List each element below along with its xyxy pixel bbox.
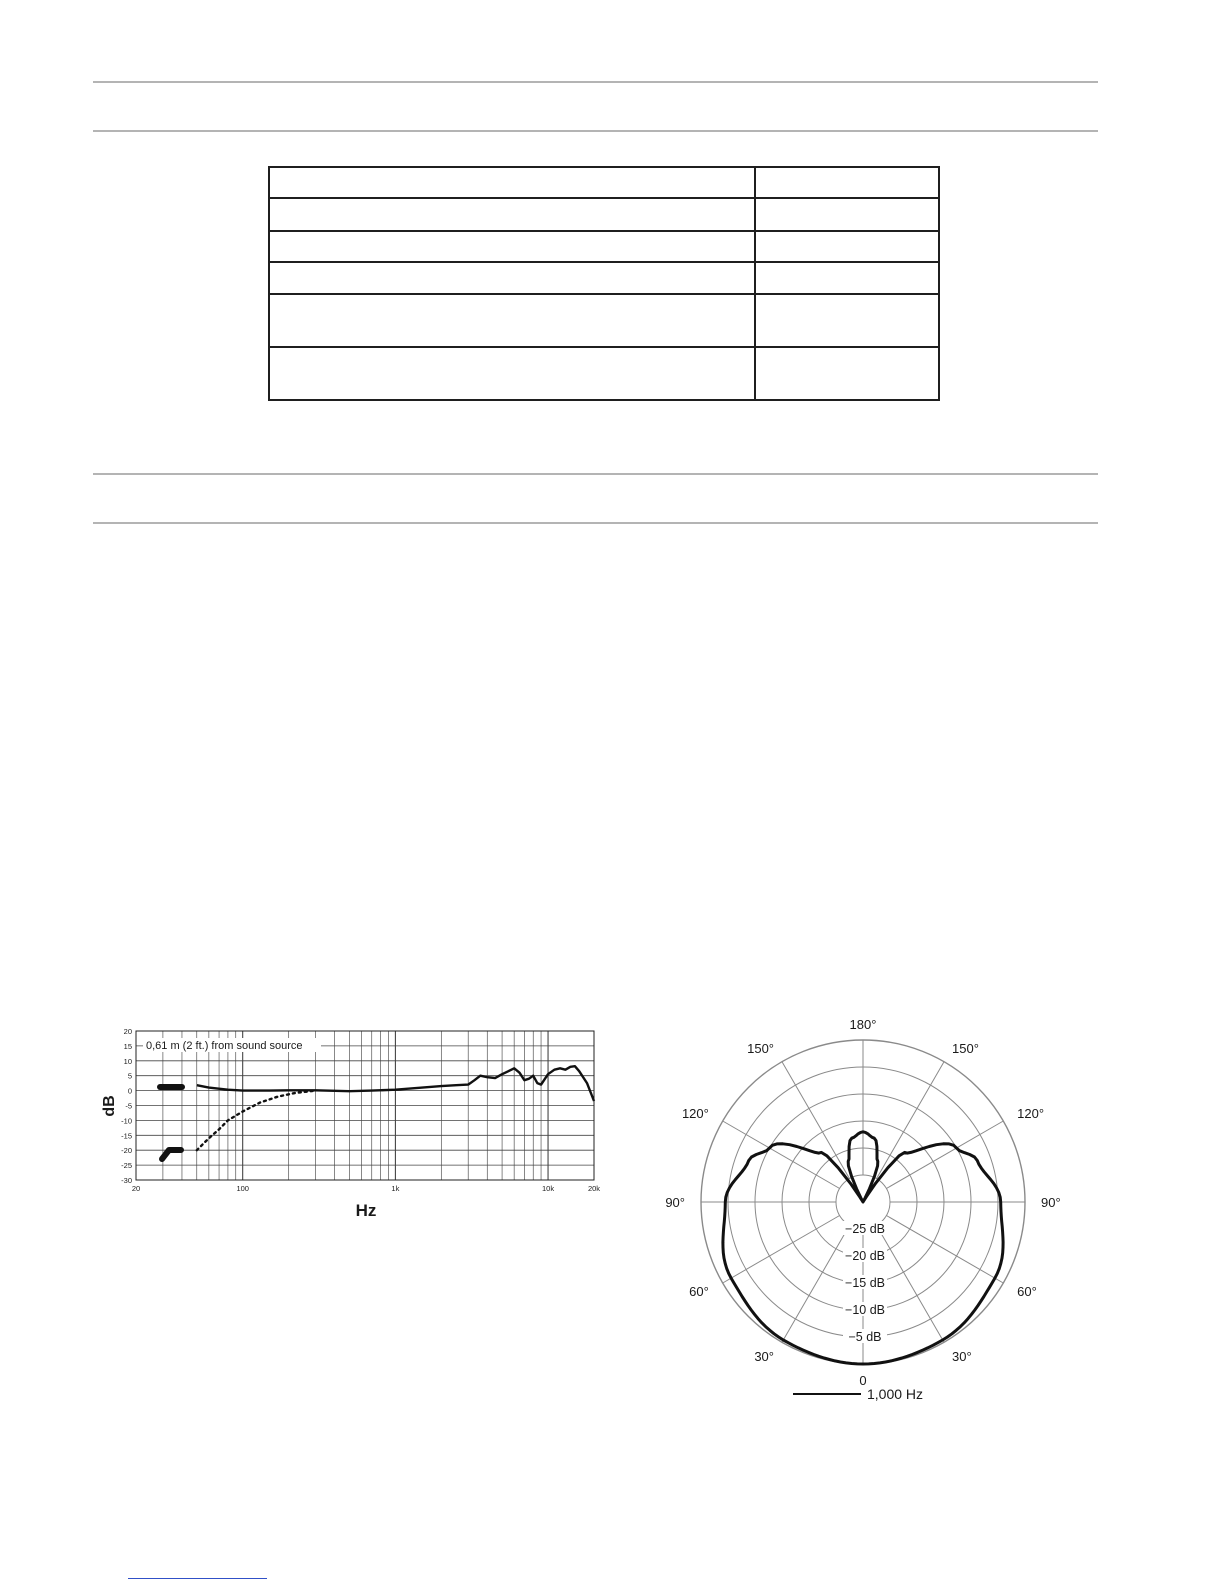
x-axis-label: Hz xyxy=(355,1201,377,1220)
angle-label: 90° xyxy=(665,1195,685,1210)
angle-label: 120° xyxy=(1017,1106,1045,1121)
section-rule-top-2 xyxy=(93,130,1098,132)
y-tick-label: -30 xyxy=(121,1176,132,1185)
x-tick-label: 1k xyxy=(391,1184,400,1193)
angle-label: 120° xyxy=(681,1106,709,1121)
footer-link-underline xyxy=(128,1578,267,1579)
angle-label: 180° xyxy=(849,1020,877,1032)
y-tick-label: -10 xyxy=(121,1116,132,1126)
section-rule-mid-1 xyxy=(93,473,1098,475)
angle-label: 30° xyxy=(754,1349,774,1365)
section-rule-mid-2 xyxy=(93,522,1098,524)
section-rule-top-1 xyxy=(93,81,1098,83)
radial-label: −25 dB xyxy=(845,1222,885,1236)
x-tick-label: 20k xyxy=(587,1184,601,1193)
rolloff-switch-icon xyxy=(162,1150,181,1159)
angle-label: 150° xyxy=(747,1040,774,1056)
x-tick-label: 100 xyxy=(236,1184,249,1193)
angle-label: 150° xyxy=(952,1040,979,1056)
x-tick-label: 10k xyxy=(541,1184,555,1193)
angle-label: 90° xyxy=(1041,1195,1061,1210)
table-row xyxy=(269,262,939,294)
radial-label: −20 dB xyxy=(845,1249,885,1263)
table-row xyxy=(269,198,939,231)
angle-label: 60° xyxy=(689,1284,709,1299)
angle-label: 30° xyxy=(952,1349,972,1365)
y-tick-label: 20 xyxy=(123,1027,132,1036)
y-tick-label: -20 xyxy=(121,1146,132,1156)
table-row xyxy=(269,347,939,400)
x-tick-labels xyxy=(132,1184,600,1193)
y-tick-label: -15 xyxy=(121,1131,132,1141)
y-tick-label: 15 xyxy=(123,1041,132,1051)
radial-label: −15 dB xyxy=(845,1276,885,1290)
y-axis-label: dB xyxy=(101,1095,118,1117)
spec-table xyxy=(268,166,940,401)
frequency-response-chart xyxy=(100,1022,610,1222)
y-tick-labels xyxy=(121,1027,132,1185)
y-tick-label: 5 xyxy=(127,1071,132,1081)
radial-labels xyxy=(843,1221,887,1344)
y-tick-label: 10 xyxy=(123,1056,132,1066)
y-tick-label: -25 xyxy=(121,1161,132,1171)
polar-pattern-chart xyxy=(665,1020,1065,1410)
radial-label: −10 dB xyxy=(845,1303,885,1317)
radial-label: −5 dB xyxy=(848,1330,882,1344)
angle-label: 0 xyxy=(859,1373,867,1388)
y-tick-label: -5 xyxy=(125,1101,132,1111)
angle-label: 60° xyxy=(1017,1284,1037,1299)
table-row xyxy=(269,294,939,347)
frequency-grid xyxy=(136,1031,594,1180)
table-row xyxy=(269,167,939,198)
legend-label: 1,000 Hz xyxy=(867,1386,924,1402)
table-row xyxy=(269,231,939,262)
distance-annotation: 0,61 m (2 ft.) from sound source xyxy=(146,1040,303,1052)
y-tick-label: 0 xyxy=(127,1086,132,1096)
x-tick-label: 20 xyxy=(131,1184,141,1193)
